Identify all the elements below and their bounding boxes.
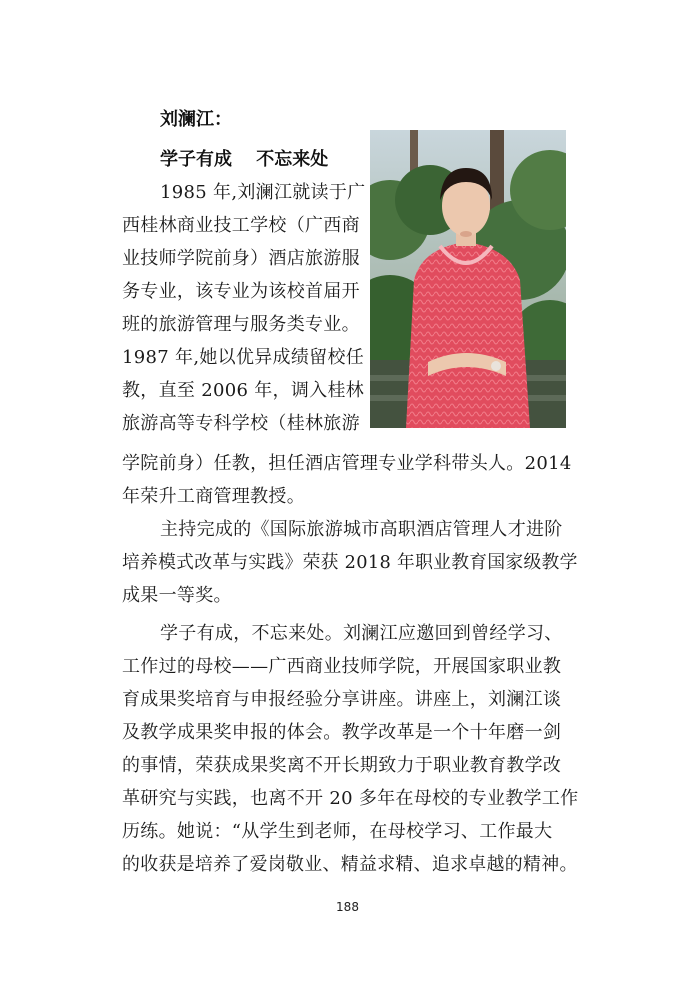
- text-line: 的事情，荣获成果奖离不开长期致力于职业教育教学改: [122, 755, 562, 776]
- name-heading: 刘澜江：: [160, 109, 232, 130]
- text-line: 班的旅游管理与服务类专业。: [122, 314, 360, 335]
- text-line: 教，直至 2006 年，调入桂林: [122, 380, 365, 401]
- page-number: 188: [336, 900, 359, 914]
- text-line: 学子有成，不忘来处。刘澜江应邀回到曾经学习、: [160, 623, 563, 644]
- text-line: 年荣升工商管理教授。: [122, 486, 305, 507]
- text-line: 学院前身）任教，担任酒店管理专业学科带头人。2014: [122, 453, 572, 474]
- text-line: 革研究与实践，也离不开 20 多年在母校的专业教学工作: [122, 788, 579, 809]
- text-line: 业技师学院前身）酒店旅游服: [122, 248, 360, 269]
- text-line: 及教学成果奖申报的体会。教学改革是一个十年磨一剑: [122, 722, 562, 743]
- text-line: 成果一等奖。: [122, 585, 232, 606]
- text-line: 育成果奖培育与申报经验分享讲座。讲座上，刘澜江谈: [122, 689, 562, 710]
- text-line: 主持完成的《国际旅游城市高职酒店管理人才进阶: [160, 519, 563, 540]
- text-line: 1987 年,她以优异成绩留校任: [122, 347, 365, 368]
- text-line: 1985 年,刘澜江就读于广: [160, 182, 366, 203]
- text-line: 历练。她说：“从学生到老师，在母校学习、工作最大: [122, 821, 553, 842]
- text-line: 培养模式改革与实践》荣获 2018 年职业教育国家级教学: [122, 552, 578, 573]
- article-subtitle: 学子有成 不忘来处: [160, 149, 329, 170]
- portrait-photo: [370, 130, 566, 428]
- text-line: 旅游高等专科学校（桂林旅游: [122, 413, 360, 434]
- text-line: 工作过的母校——广西商业技师学院，开展国家职业教: [122, 656, 562, 677]
- text-line: 西桂林商业技工学校（广西商: [122, 215, 360, 236]
- text-line: 务专业，该专业为该校首届开: [122, 281, 360, 302]
- text-line: 的收获是培养了爱岗敬业、精益求精、追求卓越的精神。: [122, 854, 578, 875]
